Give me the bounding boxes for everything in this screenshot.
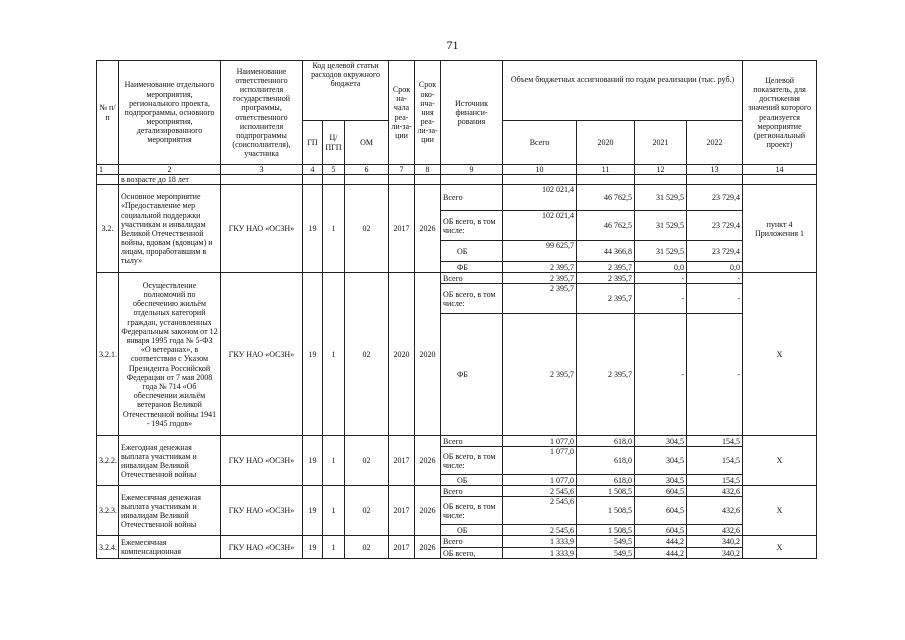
header-row-1 <box>97 61 817 121</box>
row-number: 3.2.2. <box>97 436 119 486</box>
budget-table <box>96 60 817 559</box>
table-row <box>97 436 817 447</box>
row-gp: 19 <box>303 185 323 273</box>
y2021-cell: - <box>635 314 687 436</box>
table-row <box>97 185 817 211</box>
source-cell: Всего <box>441 185 503 211</box>
row-gp: 19 <box>303 536 323 559</box>
y2022-cell: 23 729,4 <box>687 185 743 211</box>
y2020-cell: 618,0 <box>577 436 635 447</box>
column-number: 1 <box>97 165 119 175</box>
source-cell: ФБ <box>441 314 503 436</box>
row-gp: 19 <box>303 486 323 536</box>
header-2020: 2020 <box>577 121 635 165</box>
total-cell: 102 021,4 <box>503 185 577 211</box>
row-target: Х <box>743 486 817 536</box>
y2022-cell: 154,5 <box>687 436 743 447</box>
row-om: 02 <box>345 436 389 486</box>
y2021-cell: 0,0 <box>635 262 687 273</box>
total-cell: 1 333,9 <box>503 536 577 548</box>
source-cell: Всего <box>441 536 503 548</box>
y2020-cell: 2 395,7 <box>577 314 635 436</box>
row-om: 02 <box>345 273 389 436</box>
column-number: 2 <box>119 165 221 175</box>
y2022-cell: 23 729,4 <box>687 241 743 262</box>
source-cell: ФБ <box>441 262 503 273</box>
y2022-cell: 432,6 <box>687 486 743 497</box>
y2021-cell: 304,5 <box>635 436 687 447</box>
y2022-cell: - <box>687 314 743 436</box>
y2022-cell: 340,2 <box>687 548 743 559</box>
source-cell: Всего <box>441 486 503 497</box>
y2022-cell: 154,5 <box>687 475 743 486</box>
header-name: Наименование отдельного мероприятия, регионального проекта, подпрограммы, основного мероприятия, детализированного мероприятия <box>119 61 221 165</box>
y2022-cell: 432,6 <box>687 525 743 536</box>
row-end: 2026 <box>415 536 441 559</box>
y2021-cell: - <box>635 284 687 314</box>
row-end: 2026 <box>415 486 441 536</box>
y2020-cell: 2 395,7 <box>577 262 635 273</box>
age-note: в возрасте до 18 лет <box>119 175 221 185</box>
row-om: 02 <box>345 536 389 559</box>
source-cell: ОБ всего, в том числе: <box>441 447 503 475</box>
y2020-cell: 44 366,8 <box>577 241 635 262</box>
row-start: 2017 <box>389 486 415 536</box>
total-cell: 99 625,7 <box>503 241 577 262</box>
row-start: 2020 <box>389 273 415 436</box>
y2021-cell: 304,5 <box>635 475 687 486</box>
row-gp: 19 <box>303 273 323 436</box>
y2022-cell: 432,6 <box>687 497 743 525</box>
y2022-cell: 154,5 <box>687 447 743 475</box>
row-number: 3.2. <box>97 185 119 273</box>
column-number: 6 <box>345 165 389 175</box>
y2020-cell: 46 762,5 <box>577 185 635 211</box>
row-om: 02 <box>345 486 389 536</box>
total-cell: 2 395,7 <box>503 262 577 273</box>
row-start: 2017 <box>389 436 415 486</box>
row-pgp: 1 <box>323 436 345 486</box>
y2021-cell: 304,5 <box>635 447 687 475</box>
header-pgp: Ц/ПГП <box>323 121 345 165</box>
total-cell: 2 395,7 <box>503 314 577 436</box>
y2021-cell: 604,5 <box>635 497 687 525</box>
y2021-cell: 444,2 <box>635 536 687 548</box>
row-pgp: 1 <box>323 273 345 436</box>
header-end: Срок око-нча-ния реа-ли-за-ции <box>415 61 441 165</box>
y2021-cell: 31 529,5 <box>635 185 687 211</box>
header-2022: 2022 <box>687 121 743 165</box>
y2022-cell: - <box>687 273 743 284</box>
row-gp: 19 <box>303 436 323 486</box>
row-executor: ГКУ НАО «ОСЗН» <box>221 436 303 486</box>
page-number: 71 <box>446 38 459 52</box>
source-cell: ОБ всего, <box>441 548 503 559</box>
total-cell: 2 395,7 <box>503 273 577 284</box>
source-cell: ОБ <box>441 475 503 486</box>
table-row <box>97 536 817 548</box>
column-number: 7 <box>389 165 415 175</box>
y2020-cell: 2 395,7 <box>577 273 635 284</box>
source-cell: ОБ <box>441 241 503 262</box>
y2020-cell: 46 762,5 <box>577 211 635 241</box>
row-number: 3.2.4. <box>97 536 119 559</box>
column-number: 12 <box>635 165 687 175</box>
header-target: Целевой показатель, для достижения значений которого реализуется мероприятие (региональный проект) <box>743 61 817 165</box>
column-numbers-row <box>97 165 817 175</box>
header-total: Всего <box>503 121 577 165</box>
y2022-cell: - <box>687 284 743 314</box>
total-cell: 2 545,6 <box>503 497 577 525</box>
header-2021: 2021 <box>635 121 687 165</box>
header-executor: Наименование ответственного исполнителя государственной программы, ответственного исполнителя подпрограммы (соисполнителя), участника <box>221 61 303 165</box>
row-name: Осуществление полномочий по обеспечению жильём отдельных категорий граждан, установленных Федеральным законом от 12 января 1995 года № 5-ФЗ «О ветеранах», в соответствии с Указом Президента Российской Федерации от 7 мая 2008 года № 714 «Об обеспечении жильём ветеранов Великой Отечественной войны 1941 - 1945 годов» <box>119 273 221 436</box>
column-number: 9 <box>441 165 503 175</box>
header-source: Источник финанси-рования <box>441 61 503 165</box>
y2022-cell: 0,0 <box>687 262 743 273</box>
header-no: № п/п <box>97 61 119 165</box>
row-target: Х <box>743 436 817 486</box>
row-pgp: 1 <box>323 486 345 536</box>
y2020-cell: 1 508,5 <box>577 486 635 497</box>
column-number: 13 <box>687 165 743 175</box>
age-note-row <box>97 175 817 185</box>
row-target: Х <box>743 536 817 559</box>
y2020-cell: 1 508,5 <box>577 497 635 525</box>
row-start: 2017 <box>389 185 415 273</box>
header-start: Срок на-чала реа-ли-за-ции <box>389 61 415 165</box>
y2021-cell: - <box>635 273 687 284</box>
source-cell: ОБ всего, в том числе: <box>441 284 503 314</box>
total-cell: 1 077,0 <box>503 436 577 447</box>
row-number: 3.2.3. <box>97 486 119 536</box>
column-number: 10 <box>503 165 577 175</box>
y2021-cell: 31 529,5 <box>635 211 687 241</box>
y2021-cell: 444,2 <box>635 548 687 559</box>
column-number: 8 <box>415 165 441 175</box>
y2021-cell: 31 529,5 <box>635 241 687 262</box>
row-name: Ежегодная денежная выплата участникам и инвалидам Великой Отечественной войны <box>119 436 221 486</box>
header-om: ОМ <box>345 121 389 165</box>
row-target: пункт 4 Приложения 1 <box>743 185 817 273</box>
source-cell: ОБ всего, в том числе: <box>441 497 503 525</box>
row-number: 3.2.1. <box>97 273 119 436</box>
row-pgp: 1 <box>323 185 345 273</box>
header-gp: ГП <box>303 121 323 165</box>
y2022-cell: 340,2 <box>687 536 743 548</box>
column-number: 11 <box>577 165 635 175</box>
table-row <box>97 486 817 497</box>
total-cell: 2 545,6 <box>503 525 577 536</box>
row-end: 2026 <box>415 436 441 486</box>
y2021-cell: 604,5 <box>635 486 687 497</box>
row-om: 02 <box>345 185 389 273</box>
header-volume: Объем бюджетных ассигнований по годам реализации (тыс. руб.) <box>503 61 743 121</box>
row-executor: ГКУ НАО «ОСЗН» <box>221 536 303 559</box>
source-cell: Всего <box>441 273 503 284</box>
row-end: 2020 <box>415 273 441 436</box>
row-name: Ежемесячная денежная выплата участникам и инвалидам Великой Отечественной войны <box>119 486 221 536</box>
y2020-cell: 549,5 <box>577 548 635 559</box>
row-executor: ГКУ НАО «ОСЗН» <box>221 273 303 436</box>
row-end: 2026 <box>415 185 441 273</box>
y2020-cell: 618,0 <box>577 447 635 475</box>
row-target: Х <box>743 273 817 436</box>
row-executor: ГКУ НАО «ОСЗН» <box>221 185 303 273</box>
table-row <box>97 273 817 284</box>
source-cell: Всего <box>441 436 503 447</box>
row-executor: ГКУ НАО «ОСЗН» <box>221 486 303 536</box>
total-cell: 2 395,7 <box>503 284 577 314</box>
column-number: 5 <box>323 165 345 175</box>
row-start: 2017 <box>389 536 415 559</box>
row-name: Основное мероприятие «Предоставление мер социальной поддержки участникам и инвалидам Великой Отечественной войны, вдовам (вдовцам) и лицам, проработавшим в тылу» <box>119 185 221 273</box>
column-number: 3 <box>221 165 303 175</box>
total-cell: 102 021,4 <box>503 211 577 241</box>
total-cell: 2 545,6 <box>503 486 577 497</box>
column-number: 4 <box>303 165 323 175</box>
y2020-cell: 549,5 <box>577 536 635 548</box>
y2021-cell: 604,5 <box>635 525 687 536</box>
column-number: 14 <box>743 165 817 175</box>
y2022-cell: 23 729,4 <box>687 211 743 241</box>
header-code: Код целевой статьи расходов окружного бюджета <box>303 61 389 121</box>
y2020-cell: 2 395,7 <box>577 284 635 314</box>
source-cell: ОБ <box>441 525 503 536</box>
source-cell: ОБ всего, в том числе: <box>441 211 503 241</box>
y2020-cell: 1 508,5 <box>577 525 635 536</box>
total-cell: 1 333,9 <box>503 548 577 559</box>
y2020-cell: 618,0 <box>577 475 635 486</box>
row-name: Ежемесячная компенсационная <box>119 536 221 559</box>
total-cell: 1 077,0 <box>503 447 577 475</box>
row-pgp: 1 <box>323 536 345 559</box>
total-cell: 1 077,0 <box>503 475 577 486</box>
